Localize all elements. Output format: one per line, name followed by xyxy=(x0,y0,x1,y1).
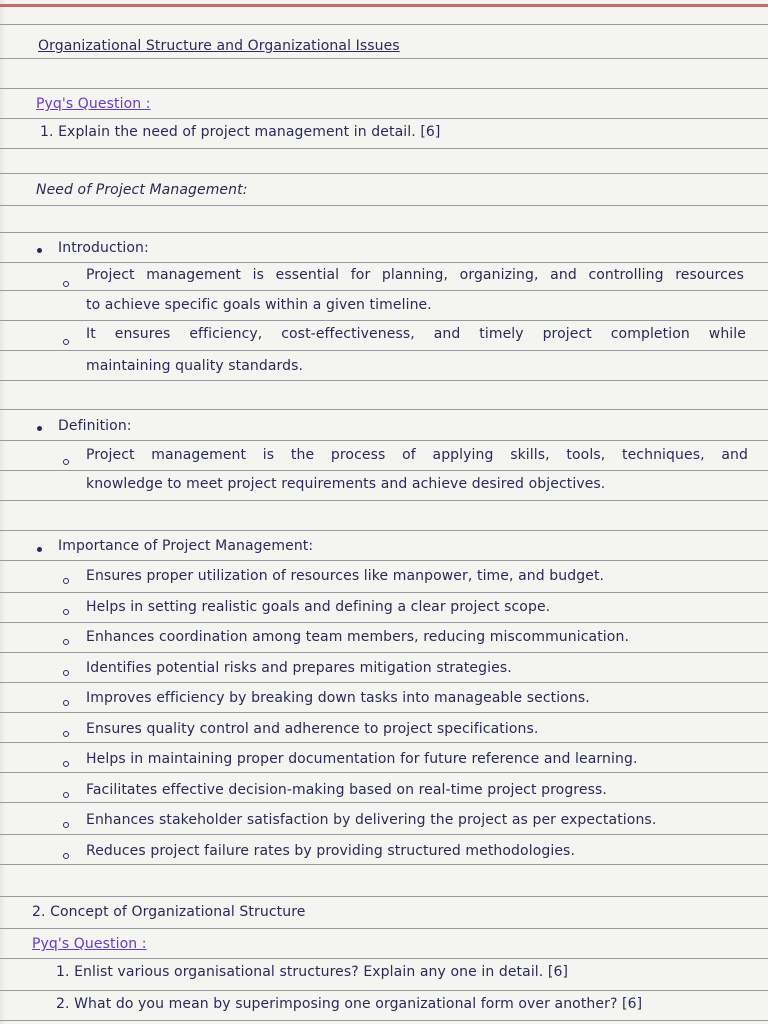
page-title: Organizational Structure and Organizational Issues xyxy=(38,38,400,54)
bullet-dot xyxy=(37,426,42,431)
pyq-question-2-2: 2. What do you mean by superimposing one organizational form over another? [6] xyxy=(56,996,643,1012)
definition-item-line-1: Project management is the process of applying skills, tools, techniques, and xyxy=(86,447,748,463)
sub-bullet xyxy=(63,731,69,737)
sub-bullet xyxy=(63,459,69,465)
sub-bullet xyxy=(63,670,69,676)
section-heading: Need of Project Management: xyxy=(36,182,248,198)
sub-bullet xyxy=(63,700,69,706)
importance-item: Helps in setting realistic goals and defining a clear project scope. xyxy=(86,598,551,615)
sub-bullet xyxy=(63,792,69,798)
importance-item: Enhances stakeholder satisfaction by delivering the project as per expectations. xyxy=(86,812,657,828)
intro-item-1-line-1: Project management is essential for planning, organizing, and controlling resources xyxy=(86,267,744,283)
importance-item: Ensures quality control and adherence to project specifications. xyxy=(86,720,539,737)
importance-item: Improves efficiency by breaking down tasks into manageable sections. xyxy=(86,690,590,706)
importance-item: Ensures proper utilization of resources like manpower, time, and budget. xyxy=(86,568,605,584)
intro-item-2-line-1: It ensures efficiency, cost-effectiveness, and timely project completion while xyxy=(86,326,746,342)
bullet-dot xyxy=(37,248,42,253)
bullet-dot xyxy=(37,547,42,552)
importance-label: Importance of Project Management: xyxy=(58,538,314,554)
intro-item-1-line-2: to achieve specific goals within a given timeline. xyxy=(86,297,432,313)
section-2-heading: 2. Concept of Organizational Structure xyxy=(32,904,306,920)
sub-bullet xyxy=(63,639,69,645)
pyq-label-2: Pyq's Question : xyxy=(32,936,147,952)
introduction-label: Introduction: xyxy=(58,240,149,256)
importance-item: Reduces project failure rates by providing structured methodologies. xyxy=(86,842,575,859)
pyq-question-2-1: 1. Enlist various organisational structures? Explain any one in detail. [6] xyxy=(56,964,569,980)
definition-label: Definition: xyxy=(58,418,132,434)
sub-bullet xyxy=(63,339,69,345)
definition-item-line-2: knowledge to meet project requirements and achieve desired objectives. xyxy=(86,476,606,492)
importance-item: Enhances coordination among team members, reducing miscommunication. xyxy=(86,629,629,645)
importance-item: Identifies potential risks and prepares mitigation strategies. xyxy=(86,659,512,676)
intro-item-2-line-2: maintaining quality standards. xyxy=(86,358,304,374)
importance-item: Helps in maintaining proper documentation for future reference and learning. xyxy=(86,751,638,767)
importance-item: Facilitates effective decision-making based on real-time project progress. xyxy=(86,781,607,798)
sub-bullet xyxy=(63,761,69,767)
sub-bullet xyxy=(63,853,69,859)
sub-bullet xyxy=(63,578,69,584)
sub-bullet xyxy=(63,281,69,287)
sub-bullet xyxy=(63,609,69,615)
sub-bullet xyxy=(63,822,69,828)
pyq-question: 1. Explain the need of project management in detail. [6] xyxy=(40,124,441,140)
pyq-label: Pyq's Question : xyxy=(36,96,151,112)
